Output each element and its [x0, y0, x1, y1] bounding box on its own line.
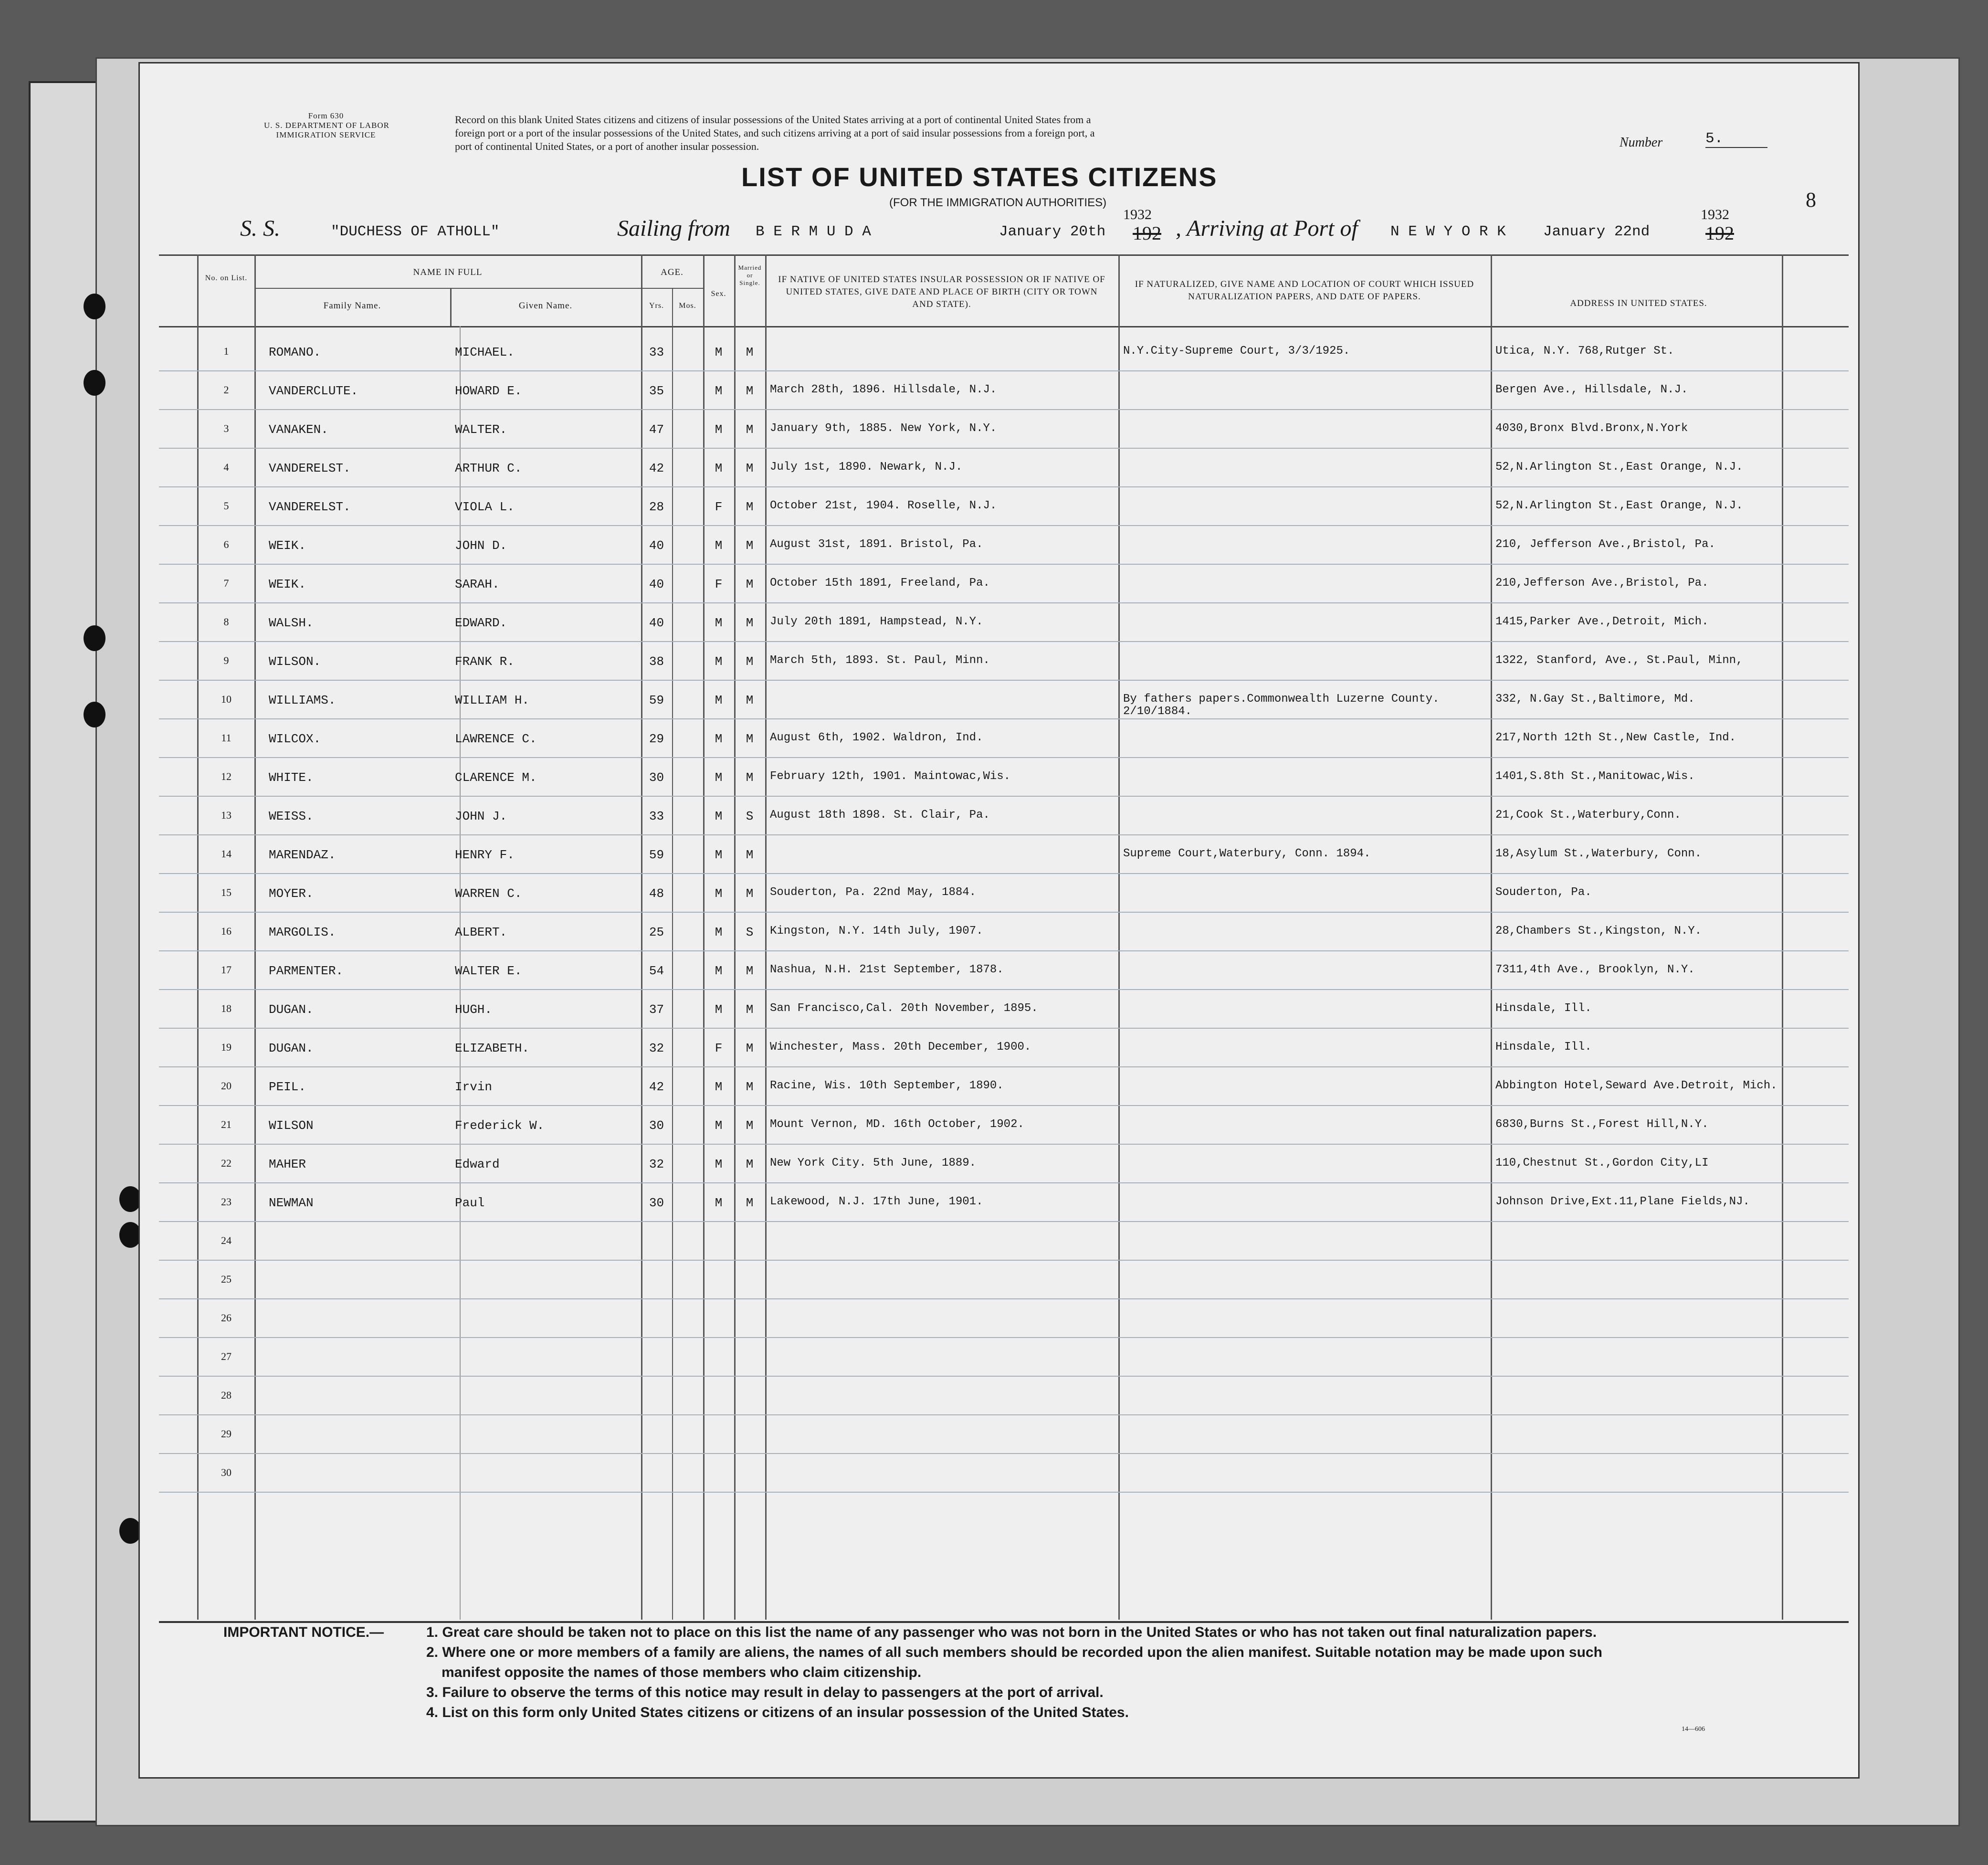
given-name-cell: LAWRENCE C. — [455, 732, 537, 746]
marital-status-cell: M — [746, 384, 754, 398]
row-number: 15 — [221, 886, 231, 898]
sex-cell: M — [715, 848, 723, 862]
given-name-cell: HOWARD E. — [455, 384, 522, 398]
family-name-cell: VANDERELST. — [269, 500, 351, 514]
age-cell: 30 — [649, 770, 664, 785]
arrival-year-handwritten: 1932 — [1701, 207, 1729, 222]
given-name-cell: WILLIAM H. — [455, 693, 530, 707]
age-cell: 40 — [649, 577, 664, 591]
naturalized-cell: By fathers papers.Commonwealth Luzerne County. 2/10/1884. — [1123, 693, 1440, 718]
col-header-mos: Mos. — [679, 302, 696, 310]
given-name-cell: EDWARD. — [455, 616, 507, 630]
address-cell: 21,Cook St.,Waterbury,Conn. — [1495, 809, 1681, 822]
number-label: Number — [1620, 135, 1663, 150]
family-name-cell: PEIL. — [269, 1080, 306, 1094]
sailing-date: January 20th — [999, 223, 1106, 240]
family-name-cell: MAHER — [269, 1157, 306, 1171]
col-header-sex: Sex. — [711, 290, 726, 298]
col-header-given: Given Name. — [518, 301, 573, 311]
arrival-year-printed: 192 — [1705, 222, 1734, 244]
row-number: 21 — [221, 1118, 231, 1130]
sex-cell: M — [715, 461, 723, 475]
row-number: 23 — [221, 1196, 231, 1208]
row-number: 1 — [223, 345, 229, 357]
marital-status-cell: M — [746, 538, 754, 553]
given-name-cell: VIOLA L. — [455, 500, 515, 514]
row-number: 20 — [221, 1080, 231, 1092]
family-name-cell: WEIK. — [269, 577, 306, 591]
age-cell: 25 — [649, 925, 664, 939]
address-cell: 217,North 12th St.,New Castle, Ind. — [1495, 732, 1736, 744]
address-cell: 18,Asylum St.,Waterbury, Conn. — [1495, 848, 1702, 860]
family-name-cell: WILSON — [269, 1118, 314, 1133]
age-cell: 32 — [649, 1157, 664, 1171]
given-name-cell: WALTER. — [455, 422, 507, 437]
arrival-date: January 22nd — [1543, 223, 1650, 240]
notice-item-1: 1. Great care should be taken not to place on this list the name of any passenger who was not born in the United States or who has not taken out final naturalization papers. — [426, 1624, 1597, 1640]
given-name-cell: JOHN J. — [455, 809, 507, 823]
age-cell: 37 — [649, 1002, 664, 1017]
manifest-rows — [140, 63, 1858, 1639]
marital-status-cell: M — [746, 1118, 754, 1133]
address-cell: Utica, N.Y. 768,Rutger St. — [1495, 345, 1674, 358]
given-name-cell: Irvin — [455, 1080, 493, 1094]
age-cell: 54 — [649, 964, 664, 978]
number-value: 5. — [1705, 130, 1767, 148]
notice-item-4: 4. List on this form only United States citizens or citizens of an insular possession of the United States. — [426, 1705, 1129, 1720]
sex-cell: M — [715, 964, 723, 978]
row-number: 8 — [223, 616, 229, 628]
birth-cell: August 18th 1898. St. Clair, Pa. — [770, 809, 990, 822]
marital-status-cell: M — [746, 886, 754, 901]
row-number: 24 — [221, 1234, 231, 1246]
birth-cell: Souderton, Pa. 22nd May, 1884. — [770, 886, 977, 899]
age-cell: 59 — [649, 693, 664, 707]
marital-status-cell: M — [746, 461, 754, 475]
birth-cell: New York City. 5th June, 1889. — [770, 1157, 977, 1170]
marital-status-cell: M — [746, 964, 754, 978]
marital-status-cell: M — [746, 1041, 754, 1055]
age-cell: 42 — [649, 1080, 664, 1094]
sex-cell: M — [715, 770, 723, 785]
notice-item-2a: 2. Where one or more members of a family are aliens, the names of all such members should be recorded upon the alien manifest. Suitable notation may be made upon such — [426, 1644, 1602, 1660]
naturalized-cell: Supreme Court,Waterbury, Conn. 1894. — [1123, 848, 1371, 860]
sailing-port: B E R M U D A — [756, 223, 871, 240]
sailing-year-handwritten: 1932 — [1123, 207, 1152, 222]
marital-status-cell: M — [746, 1157, 754, 1171]
col-header-address: ADDRESS IN UNITED STATES. — [1570, 298, 1707, 308]
birth-cell: Mount Vernon, MD. 16th October, 1902. — [770, 1118, 1024, 1131]
sex-cell: M — [715, 538, 723, 553]
family-name-cell: MOYER. — [269, 886, 314, 901]
given-name-cell: CLARENCE M. — [455, 770, 537, 785]
age-cell: 47 — [649, 422, 664, 437]
row-number: 18 — [221, 1002, 231, 1014]
birth-cell: Nashua, N.H. 21st September, 1878. — [770, 964, 1004, 976]
sex-cell: F — [715, 1041, 723, 1055]
age-cell: 33 — [649, 345, 664, 359]
row-number: 3 — [223, 422, 229, 434]
row-number: 16 — [221, 925, 231, 937]
birth-cell: March 28th, 1896. Hillsdale, N.J. — [770, 384, 997, 396]
given-name-cell: WALTER E. — [455, 964, 522, 978]
ship-name: "DUCHESS OF ATHOLL" — [331, 223, 500, 240]
row-number: 29 — [221, 1428, 231, 1440]
sex-cell: M — [715, 616, 723, 630]
row-number: 12 — [221, 770, 231, 782]
family-name-cell: MARGOLIS. — [269, 925, 336, 939]
record-instruction-line-2: foreign port or a port of the insular possessions of the United States, and such citizens arriving at a port of said insular possessions from a foreign port, a — [455, 127, 1095, 139]
row-number: 27 — [221, 1350, 231, 1362]
marital-status-cell: M — [746, 693, 754, 707]
address-cell: 6830,Burns St.,Forest Hill,N.Y. — [1495, 1118, 1709, 1131]
address-cell: Hinsdale, Ill. — [1495, 1041, 1592, 1054]
age-cell: 59 — [649, 848, 664, 862]
manifest-sheet — [138, 62, 1860, 1779]
row-number: 7 — [223, 577, 229, 589]
birth-cell: July 20th 1891, Hampstead, N.Y. — [770, 616, 983, 628]
punch-hole — [84, 370, 105, 396]
address-cell: 210, Jefferson Ave.,Bristol, Pa. — [1495, 538, 1715, 551]
col-header-no: No. on List. — [205, 274, 248, 282]
address-cell: 332, N.Gay St.,Baltimore, Md. — [1495, 693, 1695, 706]
page-subtitle: (FOR THE IMMIGRATION AUTHORITIES) — [889, 196, 1107, 209]
sailing-label: Sailing from — [617, 216, 730, 241]
marital-status-cell: M — [746, 422, 754, 437]
birth-cell: Racine, Wis. 10th September, 1890. — [770, 1080, 1004, 1092]
given-name-cell: Paul — [455, 1196, 485, 1210]
address-cell: 1322, Stanford, Ave., St.Paul, Minn, — [1495, 654, 1743, 667]
punch-hole — [84, 294, 105, 319]
age-cell: 40 — [649, 538, 664, 553]
family-name-cell: NEWMAN — [269, 1196, 314, 1210]
address-cell: 7311,4th Ave., Brooklyn, N.Y. — [1495, 964, 1695, 976]
family-name-cell: DUGAN. — [269, 1041, 314, 1055]
department-name: U. S. DEPARTMENT OF LABOR — [264, 121, 389, 130]
row-number: 26 — [221, 1312, 231, 1324]
row-number: 2 — [223, 384, 229, 396]
family-name-cell: WHITE. — [269, 770, 314, 785]
naturalized-cell: N.Y.City-Supreme Court, 3/3/1925. — [1123, 345, 1350, 358]
family-name-cell: PARMENTER. — [269, 964, 344, 978]
notice-item-3: 3. Failure to observe the terms of this notice may result in delay to passengers at the port of arrival. — [426, 1685, 1104, 1700]
birth-cell: Lakewood, N.J. 17th June, 1901. — [770, 1196, 983, 1208]
sex-cell: M — [715, 654, 723, 669]
sex-cell: M — [715, 1118, 723, 1133]
marital-status-cell: M — [746, 577, 754, 591]
given-name-cell: MICHAEL. — [455, 345, 515, 359]
sex-cell: M — [715, 1196, 723, 1210]
given-name-cell: JOHN D. — [455, 538, 507, 553]
sex-cell: F — [715, 500, 723, 514]
given-name-cell: WARREN C. — [455, 886, 522, 901]
given-name-cell: ELIZABETH. — [455, 1041, 530, 1055]
given-name-cell: ALBERT. — [455, 925, 507, 939]
row-number: 14 — [221, 848, 231, 860]
birth-cell: January 9th, 1885. New York, N.Y. — [770, 422, 997, 435]
row-number: 6 — [223, 538, 229, 550]
marital-status-cell: M — [746, 732, 754, 746]
family-name-cell: WILLIAMS. — [269, 693, 336, 707]
address-cell: 4030,Bronx Blvd.Bronx,N.York — [1495, 422, 1688, 435]
sailing-year-printed: 192 — [1133, 222, 1161, 244]
family-name-cell: VANDERCLUTE. — [269, 384, 358, 398]
birth-cell: August 6th, 1902. Waldron, Ind. — [770, 732, 983, 744]
family-name-cell: WEISS. — [269, 809, 314, 823]
col-header-family: Family Name. — [323, 301, 381, 311]
birth-cell: Kingston, N.Y. 14th July, 1907. — [770, 925, 983, 938]
marital-status-cell: M — [746, 500, 754, 514]
col-header-naturalized: IF NATURALIZED, GIVE NAME AND LOCATION OF COURT WHICH ISSUED NATURALIZATION PAPERS, AND DATE OF PAPERS. — [1135, 279, 1474, 302]
sex-cell: M — [715, 1080, 723, 1094]
family-name-cell: VANDERELST. — [269, 461, 351, 475]
age-cell: 30 — [649, 1196, 664, 1210]
row-number: 13 — [221, 809, 231, 821]
address-cell: Hinsdale, Ill. — [1495, 1002, 1592, 1015]
row-number: 28 — [221, 1389, 231, 1401]
birth-cell: March 5th, 1893. St. Paul, Minn. — [770, 654, 990, 667]
given-name-cell: Frederick W. — [455, 1118, 545, 1133]
age-cell: 35 — [649, 384, 664, 398]
record-instruction-line-3: port of continental United States, or a port of another insular possession. — [455, 140, 759, 152]
age-cell: 33 — [649, 809, 664, 823]
given-name-cell: HUGH. — [455, 1002, 493, 1017]
family-name-cell: VANAKEN. — [269, 422, 328, 437]
marital-status-cell: S — [746, 925, 754, 939]
birth-cell: October 21st, 1904. Roselle, N.J. — [770, 500, 997, 512]
family-name-cell: WALSH. — [269, 616, 314, 630]
age-cell: 29 — [649, 732, 664, 746]
address-cell: 52,N.Arlington St.,East Orange, N.J. — [1495, 461, 1743, 474]
sex-cell: M — [715, 1157, 723, 1171]
sex-cell: M — [715, 732, 723, 746]
col-header-married: Married or Single. — [738, 264, 762, 286]
sex-cell: M — [715, 422, 723, 437]
given-name-cell: SARAH. — [455, 577, 500, 591]
arriving-label: , Arriving at Port of — [1176, 216, 1358, 241]
row-number: 5 — [223, 500, 229, 512]
address-cell: 1401,S.8th St.,Manitowac,Wis. — [1495, 770, 1695, 783]
given-name-cell: FRANK R. — [455, 654, 515, 669]
marital-status-cell: S — [746, 809, 754, 823]
row-number: 17 — [221, 964, 231, 976]
age-cell: 40 — [649, 616, 664, 630]
age-cell: 32 — [649, 1041, 664, 1055]
marital-status-cell: M — [746, 1080, 754, 1094]
marital-status-cell: M — [746, 616, 754, 630]
ss-label: S. S. — [240, 216, 280, 241]
age-cell: 38 — [649, 654, 664, 669]
sex-cell: M — [715, 809, 723, 823]
sex-cell: M — [715, 1002, 723, 1017]
row-number: 22 — [221, 1157, 231, 1169]
sex-cell: M — [715, 384, 723, 398]
record-instruction-line-1: Record on this blank United States citizens and citizens of insular possessions of the United States arriving at a port of continental United States from a — [455, 114, 1091, 126]
col-header-birth: IF NATIVE OF UNITED STATES INSULAR POSSESSION OR IF NATIVE OF UNITED STATES, GIVE DATE AND PLACE OF BIRTH (CITY OR TOWN AND STATE). — [778, 274, 1105, 309]
address-cell: Johnson Drive,Ext.11,Plane Fields,NJ. — [1495, 1196, 1750, 1208]
print-code: 14—606 — [1682, 1726, 1705, 1733]
sex-cell: M — [715, 886, 723, 901]
notice-heading: IMPORTANT NOTICE.— — [223, 1624, 384, 1640]
age-cell: 28 — [649, 500, 664, 514]
birth-cell: February 12th, 1901. Maintowac,Wis. — [770, 770, 1011, 783]
page-title: LIST OF UNITED STATES CITIZENS — [741, 162, 1218, 192]
address-cell: 1415,Parker Ave.,Detroit, Mich. — [1495, 616, 1709, 628]
notice-item-2b: manifest opposite the names of those members who claim citizenship. — [442, 1665, 922, 1680]
row-number: 10 — [221, 693, 231, 705]
family-name-cell: ROMANO. — [269, 345, 321, 359]
row-number: 25 — [221, 1273, 231, 1285]
col-header-name: NAME IN FULL — [413, 267, 483, 277]
marital-status-cell: M — [746, 770, 754, 785]
row-number: 4 — [223, 461, 229, 473]
form-number: Form 630 — [308, 111, 344, 120]
address-cell: Bergen Ave., Hillsdale, N.J. — [1495, 384, 1688, 396]
family-name-cell: WEIK. — [269, 538, 306, 553]
marital-status-cell: M — [746, 1002, 754, 1017]
address-cell: 210,Jefferson Ave.,Bristol, Pa. — [1495, 577, 1709, 590]
marital-status-cell: M — [746, 1196, 754, 1210]
birth-cell: October 15th 1891, Freeland, Pa. — [770, 577, 990, 590]
sex-cell: M — [715, 345, 723, 359]
birth-cell: Winchester, Mass. 20th December, 1900. — [770, 1041, 1031, 1054]
family-name-cell: MARENDAZ. — [269, 848, 336, 862]
address-cell: Souderton, Pa. — [1495, 886, 1592, 899]
given-name-cell: ARTHUR C. — [455, 461, 522, 475]
sex-cell: M — [715, 925, 723, 939]
given-name-cell: Edward — [455, 1157, 500, 1171]
family-name-cell: DUGAN. — [269, 1002, 314, 1017]
sex-cell: M — [715, 693, 723, 707]
row-number: 19 — [221, 1041, 231, 1053]
service-name: IMMIGRATION SERVICE — [276, 130, 376, 139]
page-number: 8 — [1806, 188, 1816, 211]
given-name-cell: HENRY F. — [455, 848, 515, 862]
marital-status-cell: M — [746, 654, 754, 669]
punch-hole — [84, 702, 105, 727]
punch-hole — [84, 625, 105, 651]
family-name-cell: WILSON. — [269, 654, 321, 669]
sex-cell: F — [715, 577, 723, 591]
row-number: 11 — [221, 732, 231, 744]
arrival-port: N E W Y O R K — [1390, 223, 1506, 240]
marital-status-cell: M — [746, 345, 754, 359]
age-cell: 30 — [649, 1118, 664, 1133]
row-number: 30 — [221, 1466, 231, 1478]
col-header-yrs: Yrs. — [649, 302, 664, 310]
address-cell: 28,Chambers St.,Kingston, N.Y. — [1495, 925, 1702, 938]
family-name-cell: WILCOX. — [269, 732, 321, 746]
marital-status-cell: M — [746, 848, 754, 862]
address-cell: 52,N.Arlington St.,East Orange, N.J. — [1495, 500, 1743, 512]
address-cell: Abbington Hotel,Seward Ave.Detroit, Mich. — [1495, 1080, 1778, 1092]
age-cell: 48 — [649, 886, 664, 901]
birth-cell: August 31st, 1891. Bristol, Pa. — [770, 538, 983, 551]
age-cell: 42 — [649, 461, 664, 475]
birth-cell: July 1st, 1890. Newark, N.J. — [770, 461, 963, 474]
birth-cell: San Francisco,Cal. 20th November, 1895. — [770, 1002, 1038, 1015]
row-number: 9 — [223, 654, 229, 666]
col-header-age: AGE. — [661, 267, 684, 277]
address-cell: 110,Chestnut St.,Gordon City,LI — [1495, 1157, 1709, 1170]
